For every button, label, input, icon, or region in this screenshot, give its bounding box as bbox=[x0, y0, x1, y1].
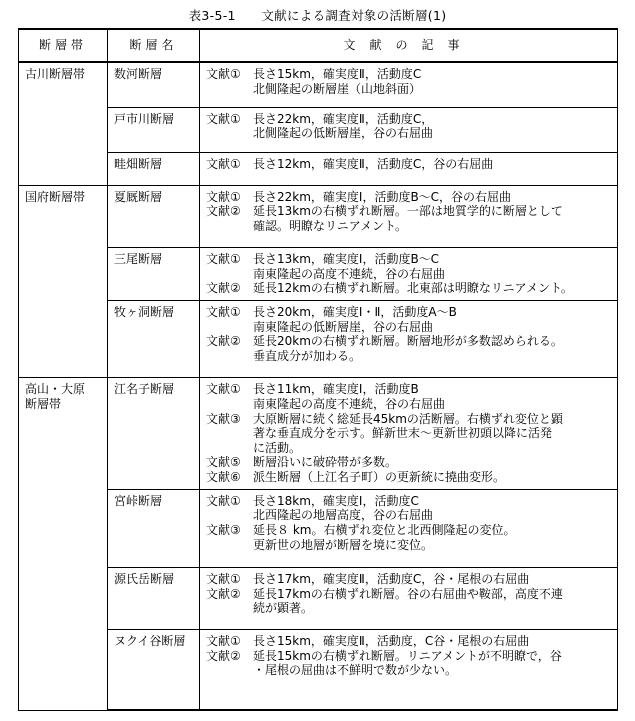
article-ref-label: 文献② bbox=[206, 204, 241, 219]
article-line: 長さ15km，確実度Ⅱ，活動度，C谷・尾根の右屈曲 bbox=[253, 634, 530, 649]
article-line: に活動。 bbox=[253, 440, 302, 455]
article-cell bbox=[200, 301, 618, 378]
table-row bbox=[19, 248, 618, 301]
article-text bbox=[253, 67, 613, 96]
fault-name: 宮峠断層 bbox=[108, 489, 200, 567]
article-line: 長さ17km，確実度Ⅱ，活動度C，谷・尾根の右屈曲 bbox=[253, 572, 530, 587]
article-cell bbox=[200, 152, 618, 185]
article-ref-label: 文献⑥ bbox=[206, 469, 241, 484]
article-ref-label: 文献① bbox=[206, 634, 241, 649]
article-entry bbox=[206, 305, 613, 334]
article-line: 南東隆起の低断層崖，谷の右屈曲 bbox=[253, 319, 434, 334]
fault-name: 夏厩断層 bbox=[108, 185, 200, 247]
article-ref-label: 文献② bbox=[206, 648, 241, 663]
article-text bbox=[253, 252, 613, 281]
article-ref-label: 文献③ bbox=[206, 411, 241, 426]
article-cell bbox=[200, 378, 618, 489]
article-line: 延長20kmの右横ずれ断層。断層地形が多数認められる。 bbox=[253, 334, 563, 349]
article-line: 延長８ km。右横ずれ変位と北西側隆起の変位。 bbox=[253, 523, 516, 538]
article-text bbox=[253, 190, 613, 205]
article-entry bbox=[206, 204, 613, 233]
fault-name: 数河断層 bbox=[108, 62, 200, 107]
article-text bbox=[253, 455, 613, 470]
article-line: 長さ13km，確実度Ⅰ，活動度B～C bbox=[253, 252, 440, 267]
article-entry bbox=[206, 649, 613, 678]
article-text bbox=[253, 157, 613, 172]
fault-name: ヌクイ谷断層 bbox=[108, 630, 200, 710]
article-text bbox=[253, 587, 613, 616]
fault-zone-name: 高山・大原 断層帯 bbox=[19, 378, 108, 710]
article-ref-label: 文献① bbox=[206, 189, 241, 204]
article-entry bbox=[206, 523, 613, 552]
article-line: 続が顕著。 bbox=[253, 601, 314, 616]
article-ref-label: 文献② bbox=[206, 281, 241, 296]
article-line: 長さ15km，確実度Ⅱ，活動度C bbox=[253, 67, 422, 82]
article-cell bbox=[200, 489, 618, 567]
fault-name: 戸市川断層 bbox=[108, 107, 200, 152]
article-entry bbox=[206, 494, 613, 523]
article-ref-label: 文献① bbox=[206, 382, 241, 397]
article-line: 北側隆起の低断層崖，谷の右屈曲 bbox=[253, 126, 434, 141]
article-entry bbox=[206, 572, 613, 587]
table-caption: 表3-5-1 文献による調査対象の活断層(1) bbox=[188, 8, 447, 23]
table-row bbox=[19, 152, 618, 185]
article-entry bbox=[206, 67, 613, 96]
article-cell bbox=[200, 107, 618, 152]
article-ref-label: 文献① bbox=[206, 156, 241, 171]
article-text bbox=[253, 634, 613, 649]
fault-name: 三尾断層 bbox=[108, 248, 200, 301]
article-entry bbox=[206, 455, 613, 470]
article-line: 長さ22km，確実度Ⅰ，活動度B～C，谷の右屈曲 bbox=[253, 189, 512, 204]
article-line: 延長15kmの右横ずれ断層。リニアメントが不明瞭で，谷 bbox=[253, 648, 562, 663]
article-ref-label: 文献① bbox=[206, 252, 241, 267]
article-text bbox=[253, 334, 613, 363]
article-entry bbox=[206, 252, 613, 281]
article-line: 延長17kmの右横ずれ断層。谷の右屈曲や鞍部，高度不連 bbox=[253, 586, 563, 601]
article-entry bbox=[206, 112, 613, 141]
article-cell bbox=[200, 630, 618, 710]
article-line: ・尾根の屈曲は不鮮明で数が少ない。 bbox=[253, 663, 458, 678]
fault-name: 畦畑断層 bbox=[108, 152, 200, 185]
article-line: 著な垂直成分を示す。鮮新世末～更新世初頭以降に活発 bbox=[253, 426, 553, 441]
article-cell bbox=[200, 568, 618, 630]
article-line: 長さ12km，確実度Ⅱ，活動度C，谷の右屈曲 bbox=[253, 156, 494, 171]
article-ref-label: 文献② bbox=[206, 334, 241, 349]
article-text bbox=[253, 112, 613, 141]
article-entry bbox=[206, 281, 613, 296]
article-line: 南東隆起の高度不連続，谷の右屈曲 bbox=[253, 396, 446, 411]
fault-table bbox=[18, 28, 618, 711]
article-line: 南東隆起の高度不連続，谷の右屈曲 bbox=[253, 266, 446, 281]
article-ref-label: 文献① bbox=[206, 493, 241, 508]
article-entry bbox=[206, 382, 613, 411]
article-line: 長さ18km，確実度Ⅰ，活動度C bbox=[253, 493, 419, 508]
article-ref-label: 文献⑤ bbox=[206, 455, 241, 470]
article-line: 大原断層に続く総延長45kmの活断層。右横ずれ変位と顕 bbox=[253, 411, 563, 426]
article-line: 長さ22km，確実度Ⅱ，活動度C， bbox=[253, 111, 434, 126]
article-ref-label: 文献① bbox=[206, 572, 241, 587]
header-article: 文献の記事 bbox=[200, 29, 618, 62]
article-text bbox=[253, 204, 613, 233]
table-row bbox=[19, 630, 618, 710]
article-ref-label: 文献① bbox=[206, 67, 241, 82]
header-fault-name: 断層名 bbox=[108, 29, 200, 62]
table-row bbox=[19, 378, 618, 489]
article-line: 垂直成分が加わる。 bbox=[253, 348, 362, 363]
article-ref-label: 文献③ bbox=[206, 523, 241, 538]
article-line: 派生断層（上江名子町）の更新統に撓曲変形。 bbox=[253, 469, 506, 484]
article-cell bbox=[200, 248, 618, 301]
article-cell bbox=[200, 185, 618, 247]
fault-name: 江名子断層 bbox=[108, 378, 200, 489]
article-text bbox=[253, 470, 613, 485]
article-text bbox=[253, 572, 613, 587]
article-line: 更新世の地層が断層を境に変位。 bbox=[253, 537, 434, 552]
article-line: 長さ11km，確実度Ⅰ，活動度B bbox=[253, 382, 419, 397]
article-ref-label: 文献① bbox=[206, 305, 241, 320]
article-text bbox=[253, 305, 613, 334]
article-line: 北西隆起の地層高度，谷の右屈曲 bbox=[253, 508, 434, 523]
article-entry bbox=[206, 190, 613, 205]
article-line: 北側隆起の断層崖（山地斜面） bbox=[253, 81, 422, 96]
table-row bbox=[19, 107, 618, 152]
article-ref-label: 文献② bbox=[206, 586, 241, 601]
article-entry bbox=[206, 412, 613, 456]
fault-name: 牧ヶ洞断層 bbox=[108, 301, 200, 378]
article-ref-label: 文献① bbox=[206, 111, 241, 126]
table-row bbox=[19, 62, 618, 107]
fault-zone-name: 国府断層帯 bbox=[19, 185, 108, 378]
article-cell bbox=[200, 62, 618, 107]
table-row bbox=[19, 185, 618, 247]
article-line: 確認。明瞭なリニアメント。 bbox=[253, 219, 407, 234]
article-line: 延長12kmの右横ずれ断層。北東部は明瞭なリニアメント。 bbox=[253, 281, 573, 296]
header-zone: 断層帯 bbox=[19, 29, 108, 62]
article-text bbox=[253, 494, 613, 523]
fault-zone-name: 古川断層帯 bbox=[19, 62, 108, 185]
article-entry bbox=[206, 157, 613, 172]
article-line: 長さ20km，確実度Ⅰ・Ⅱ，活動度A～B bbox=[253, 305, 457, 320]
article-text bbox=[253, 523, 613, 552]
table-row bbox=[19, 568, 618, 630]
article-line: 延長13kmの右横ずれ断層。一部は地質学的に断層として bbox=[253, 204, 563, 219]
article-entry bbox=[206, 334, 613, 363]
table-row bbox=[19, 301, 618, 378]
header-row bbox=[19, 29, 618, 62]
article-text bbox=[253, 382, 613, 411]
table-row bbox=[19, 489, 618, 567]
article-entry bbox=[206, 470, 613, 485]
article-text bbox=[253, 281, 613, 296]
article-entry bbox=[206, 587, 613, 616]
article-line: 断層沿いに破砕帯が多数。 bbox=[253, 455, 398, 470]
article-text bbox=[253, 649, 613, 678]
article-text bbox=[253, 412, 613, 456]
fault-name: 源氏岳断層 bbox=[108, 568, 200, 630]
article-entry bbox=[206, 634, 613, 649]
